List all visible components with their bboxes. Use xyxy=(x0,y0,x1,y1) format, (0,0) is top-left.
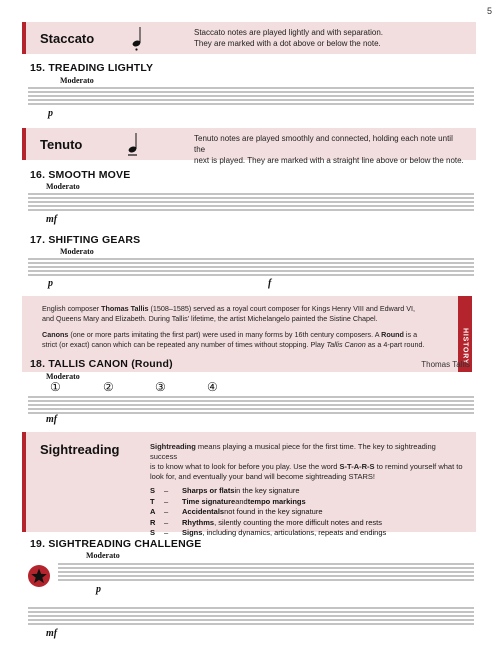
sightreading-term: Sightreading xyxy=(40,442,120,457)
dynamic-marking: p xyxy=(48,108,53,119)
round-entry-2: ② xyxy=(103,380,114,394)
stars-list xyxy=(150,486,386,539)
staff-ex19-line2 xyxy=(28,606,474,630)
history-text: English composer xyxy=(42,304,102,313)
sightreading-text: means playing a musical piece for the first time. The key to sightreading success xyxy=(150,442,436,461)
stars-text: not found in the key signature xyxy=(224,507,323,516)
stars-letter: S xyxy=(150,528,156,537)
composer-name: Thomas Tallis xyxy=(421,360,470,369)
staff-ex18 xyxy=(28,395,474,419)
dynamic-marking: f xyxy=(268,278,272,289)
staccato-box xyxy=(22,22,476,54)
staff-ex19-line1 xyxy=(58,562,474,586)
list-item xyxy=(150,497,386,508)
history-text: strict (or exact) canon which can be repeated any number of times without stopping. Play xyxy=(42,340,327,349)
stars-letter: A xyxy=(150,507,156,516)
stars-bold: tempo markings xyxy=(247,496,306,506)
staccato-line1: Staccato notes are played lightly and with separation. xyxy=(194,28,384,37)
dynamic-marking: mf xyxy=(46,628,58,639)
quarter-note-staccato-icon xyxy=(130,25,144,51)
page-number: 5 xyxy=(486,6,492,16)
tenuto-term: Tenuto xyxy=(40,137,83,152)
dynamic-marking: p xyxy=(96,584,101,595)
stars-bold: Signs xyxy=(182,528,203,537)
stars-text: and xyxy=(235,496,248,506)
round-entry-4: ④ xyxy=(207,380,218,394)
tempo-marking: Moderato xyxy=(60,247,94,256)
history-text: and Queens Mary and Elizabeth. During Tallis' lifetime, the artist Michelangelo painted the Sistine Chapel. xyxy=(42,314,378,323)
history-canons-term: Canons xyxy=(42,330,69,339)
history-text: (one or more parts imitating the first part) were used in many forms by 16th century composers. A xyxy=(68,330,382,339)
tenuto-box xyxy=(22,128,476,165)
sightreading-text: to remind yourself what to xyxy=(374,462,463,471)
list-item xyxy=(150,486,386,497)
stars-text: in the key signature xyxy=(234,486,300,495)
staff-ex17 xyxy=(28,257,474,281)
staff-ex15 xyxy=(28,86,474,110)
history-round-term: Round xyxy=(381,330,404,339)
quarter-note-tenuto-icon xyxy=(126,131,140,157)
tempo-marking: Moderato xyxy=(86,551,120,560)
exercise-15-title: 15. TREADING LIGHTLY xyxy=(30,62,154,74)
stars-bold: Time signature xyxy=(182,496,236,506)
history-text: is a xyxy=(403,330,418,339)
stars-letter: S xyxy=(150,486,156,495)
stars-letter: T xyxy=(150,496,155,506)
sightreading-bold: Sightreading xyxy=(150,442,196,451)
round-entry-3: ③ xyxy=(155,380,166,394)
list-item xyxy=(150,507,386,518)
round-entry-1: ① xyxy=(50,380,61,394)
tempo-marking: Moderato xyxy=(46,182,80,191)
stars-bold: Accidentals xyxy=(182,507,225,516)
dynamic-marking: mf xyxy=(46,214,58,225)
stars-bold: Rhythms xyxy=(182,517,215,527)
stars-text: , silently counting the more difficult notes and rests xyxy=(214,517,382,527)
stars-word: S-T-A-R-S xyxy=(339,462,375,471)
history-text: (1508–1585) served as a royal court composer for Kings Henry VIII and Edward VI, xyxy=(148,304,416,313)
dash: – xyxy=(164,528,169,537)
exercise-16-title: 16. SMOOTH MOVE xyxy=(30,169,131,181)
list-item xyxy=(150,518,386,529)
history-tab-label: HISTORY xyxy=(461,328,469,365)
dash: – xyxy=(164,507,169,516)
exercise-17-title: 17. SHIFTING GEARS xyxy=(30,234,141,246)
exercise-18-title: 18. TALLIS CANON (Round) xyxy=(30,358,173,370)
star-icon xyxy=(28,565,50,587)
sightreading-intro xyxy=(150,442,464,482)
staccato-line2: They are marked with a dot above or below the note. xyxy=(194,39,381,48)
stars-text: , including dynamics, articulations, repeats and endings xyxy=(202,528,387,537)
dash: – xyxy=(164,496,169,506)
history-piece-title: Tallis Canon xyxy=(326,340,366,349)
stars-letter: R xyxy=(150,517,156,527)
staff-ex16 xyxy=(28,192,474,216)
history-text: as a 4-part round. xyxy=(365,340,425,349)
history-composer-name: Thomas Tallis xyxy=(101,304,149,313)
exercise-19-title: 19. SIGHTREADING CHALLENGE xyxy=(30,538,202,550)
dynamic-marking: p xyxy=(48,278,53,289)
sightreading-text: is to know what to look for before you play. Use the word xyxy=(150,462,340,471)
dynamic-marking: mf xyxy=(46,414,58,425)
sightreading-box xyxy=(22,432,476,537)
staccato-term: Staccato xyxy=(40,31,95,46)
dash: – xyxy=(164,486,169,495)
tenuto-line2: next is played. They are marked with a straight line above or below the note. xyxy=(194,156,464,165)
sightreading-text: look for, and eventually your band will become sightreading STARS! xyxy=(150,472,375,481)
dash: – xyxy=(164,517,169,527)
tempo-marking: Moderato xyxy=(60,76,94,85)
tempo-marking: Moderato xyxy=(46,372,80,381)
list-item xyxy=(150,528,386,539)
stars-bold: Sharps or flats xyxy=(182,486,235,495)
tenuto-line1: Tenuto notes are played smoothly and connected, holding each note until the xyxy=(194,134,453,154)
